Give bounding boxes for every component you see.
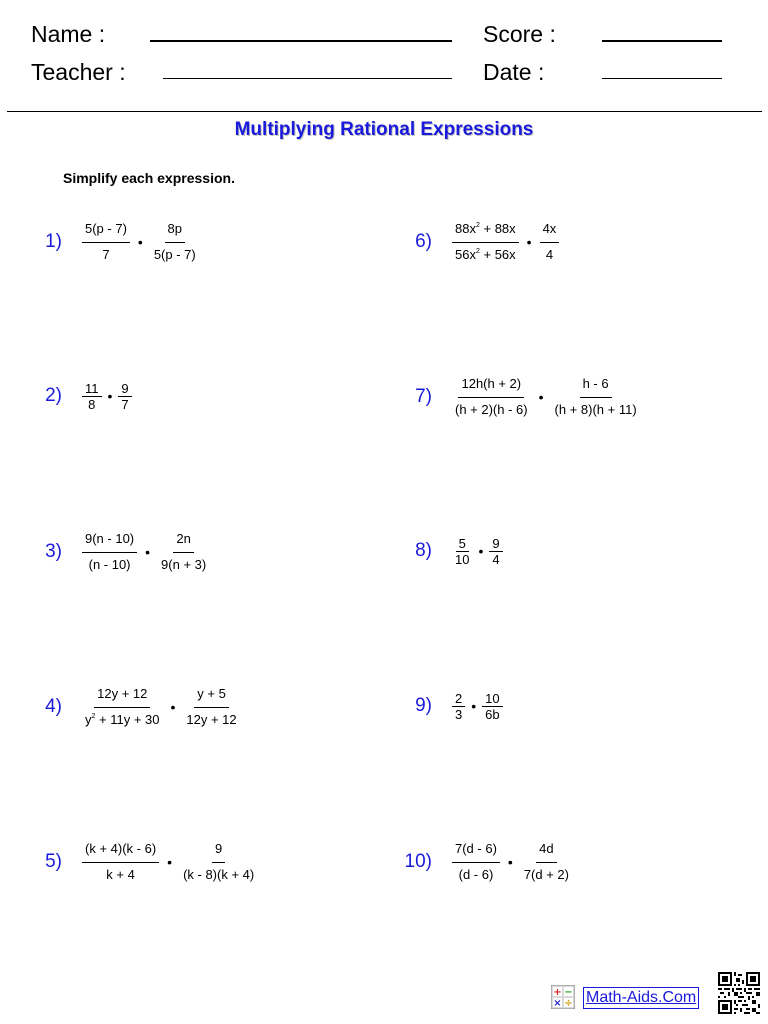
expression (82, 221, 199, 263)
denominator: 7 (121, 396, 129, 412)
term-rest: + 56x (479, 247, 516, 262)
denominator: 7 (102, 247, 110, 262)
fraction (452, 691, 465, 722)
fraction (82, 841, 159, 883)
minus-symbol: − (564, 987, 573, 998)
fraction (452, 536, 472, 567)
problem-number: 4) (45, 696, 62, 717)
problem-number: 5) (45, 851, 62, 872)
fraction (521, 841, 572, 883)
problem-10 (370, 832, 572, 892)
numerator: y + 5 (194, 686, 229, 708)
fraction (183, 686, 239, 728)
numerator: 12h(h + 2) (458, 376, 524, 398)
multiply-operator: • (167, 854, 173, 870)
problem-6 (370, 212, 559, 272)
denominator: 5(p - 7) (153, 247, 196, 262)
numerator-text: 12y + 12 (97, 686, 148, 701)
problem-number: 9) (415, 695, 432, 716)
fraction (482, 691, 502, 722)
denominator: 4 (492, 551, 500, 567)
fraction (452, 841, 500, 883)
denominator: 9(n + 3) (161, 557, 207, 572)
problem-2 (0, 366, 132, 426)
fraction (118, 381, 131, 412)
fraction (82, 686, 163, 728)
denominator: (d - 6) (458, 867, 494, 882)
denominator: (k - 8)(k + 4) (183, 867, 255, 882)
header-divider (7, 111, 762, 112)
exponent: 2 (475, 248, 480, 255)
date-label: Date : (483, 59, 545, 85)
problem-number: 8) (415, 540, 432, 561)
expression (452, 221, 559, 263)
denominator: 10 (455, 551, 470, 567)
date-line[interactable] (602, 78, 722, 79)
denominator: 6b (485, 706, 500, 722)
fraction (158, 531, 209, 573)
expression (82, 686, 240, 728)
times-symbol: × (553, 998, 562, 1009)
numerator: 7(d - 6) (452, 841, 500, 863)
numerator: 2 (452, 691, 465, 707)
multiply-operator: • (170, 699, 176, 715)
numerator: 4d (536, 841, 556, 863)
expression (82, 841, 257, 883)
problem-7 (370, 367, 640, 427)
problem-5 (0, 832, 257, 892)
problem-8 (370, 521, 503, 581)
denominator: (h + 8)(h + 11) (554, 402, 637, 417)
term: 88x (455, 221, 476, 236)
multiply-operator: • (137, 234, 143, 250)
expression (452, 691, 503, 722)
numerator: 5 (456, 536, 469, 552)
multiply-operator: • (107, 388, 113, 404)
fraction (82, 221, 130, 263)
numerator: 5(p - 7) (82, 221, 130, 243)
qr-code-icon (718, 972, 760, 1014)
numerator (94, 686, 150, 708)
math-aids-link[interactable]: Math-Aids.Com (583, 987, 699, 1009)
denominator: k + 4 (106, 867, 135, 882)
problem-number: 7) (415, 386, 432, 407)
problem-number: 1) (45, 231, 62, 252)
expression (452, 376, 640, 418)
teacher-line[interactable] (163, 78, 452, 79)
numerator (452, 221, 519, 243)
denominator: (n - 10) (88, 557, 131, 572)
fraction (552, 376, 640, 418)
denominator: 8 (88, 396, 96, 412)
numerator: 11 (82, 381, 102, 397)
name-label: Name : (31, 21, 106, 47)
term: 56x (455, 247, 476, 262)
term-rest: + 88x (479, 221, 516, 236)
problem-9 (370, 676, 503, 736)
multiply-operator: • (538, 389, 544, 405)
expression (82, 381, 132, 412)
numerator: 9 (118, 381, 131, 397)
score-label: Score : (483, 21, 556, 47)
variable: y (85, 712, 92, 727)
fraction (180, 841, 257, 883)
denominator: 4 (545, 247, 554, 262)
denominator: 3 (455, 706, 463, 722)
numerator: (k + 4)(k - 6) (82, 841, 159, 863)
denominator-rest: + 11y + 30 (95, 712, 160, 727)
problem-number: 2) (45, 385, 62, 406)
fraction (489, 536, 502, 567)
expression (452, 536, 503, 567)
numerator: 9(n - 10) (82, 531, 137, 553)
multiply-operator: • (526, 234, 532, 250)
worksheet-title: Multiplying Rational Expressions (234, 119, 534, 140)
multiply-operator: • (507, 854, 513, 870)
fraction (452, 221, 519, 263)
problem-4 (0, 677, 240, 737)
exponent: 2 (475, 222, 480, 229)
numerator: 9 (489, 536, 502, 552)
fraction (82, 531, 137, 573)
multiply-operator: • (471, 698, 477, 714)
problem-number: 10) (404, 851, 432, 872)
math-aids-logo-icon (551, 985, 575, 1009)
numerator: 8p (165, 221, 185, 243)
divide-symbol: ÷ (564, 998, 573, 1009)
multiply-operator: • (478, 543, 484, 559)
fraction (151, 221, 199, 263)
problem-number: 3) (45, 541, 62, 562)
denominator: 12y + 12 (186, 712, 237, 727)
denominator (82, 712, 163, 728)
problem-number: 6) (415, 231, 432, 252)
numerator: 10 (482, 691, 502, 707)
numerator: 2n (173, 531, 193, 553)
denominator: (h + 2)(h - 6) (455, 402, 528, 417)
fraction (540, 221, 560, 263)
fraction (82, 381, 102, 412)
expression (82, 531, 209, 573)
exponent: 2 (91, 713, 96, 720)
plus-symbol: + (553, 987, 562, 998)
score-line[interactable] (602, 40, 722, 42)
instructions: Simplify each expression. (63, 170, 235, 186)
teacher-label: Teacher : (31, 59, 126, 85)
numerator: h - 6 (580, 376, 612, 398)
multiply-operator: • (145, 544, 151, 560)
denominator (452, 247, 519, 263)
expression (452, 841, 572, 883)
problem-1 (0, 212, 199, 272)
numerator: 9 (212, 841, 225, 863)
denominator: 7(d + 2) (523, 867, 569, 882)
name-line[interactable] (150, 40, 452, 42)
numerator: 4x (540, 221, 560, 243)
fraction (452, 376, 531, 418)
problem-3 (0, 522, 209, 582)
